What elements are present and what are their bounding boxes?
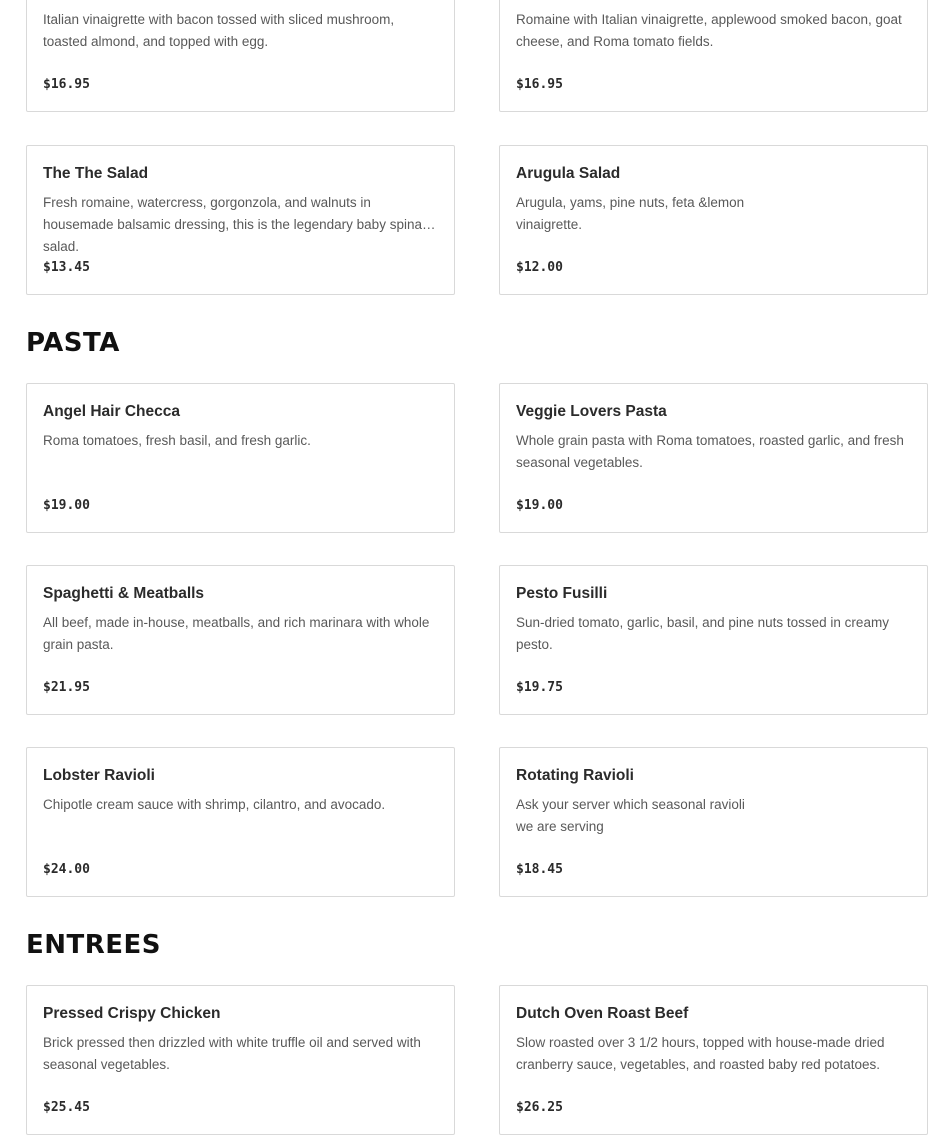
item-price: $19.75 bbox=[516, 680, 563, 695]
item-description: Sun-dried tomato, garlic, basil, and pine nuts tossed in creamy pesto. bbox=[516, 615, 889, 652]
item-description: Arugula, yams, pine nuts, feta &lemon vinaigrette. bbox=[516, 195, 745, 232]
item-name: Lobster Ravioli bbox=[43, 767, 155, 784]
item-name: Veggie Lovers Pasta bbox=[516, 403, 667, 420]
item-name: Rotating Ravioli bbox=[516, 767, 634, 784]
menu-item-card[interactable] bbox=[26, 985, 455, 1135]
menu-item-card[interactable] bbox=[26, 747, 455, 897]
item-description: Whole grain pasta with Roma tomatoes, roasted garlic, and fresh seasonal vegetables. bbox=[516, 433, 904, 470]
item-description: Fresh romaine, watercress, gorgonzola, and walnuts in housemade balsamic dressing, this is the legendary baby spinach salad. bbox=[43, 195, 437, 254]
item-name: The The Salad bbox=[43, 165, 149, 182]
menu-item-card[interactable] bbox=[499, 985, 928, 1135]
menu-item-card[interactable] bbox=[26, 565, 455, 715]
item-price: $24.00 bbox=[43, 862, 90, 877]
item-name: Dutch Oven Roast Beef bbox=[516, 1005, 689, 1022]
item-price: $18.45 bbox=[516, 862, 563, 877]
item-price: $25.45 bbox=[43, 1100, 90, 1115]
menu-item-card[interactable] bbox=[499, 383, 928, 533]
item-description: Chipotle cream sauce with shrimp, cilantro, and avocado. bbox=[43, 797, 386, 812]
item-description: Brick pressed then drizzled with white truffle oil and served with seasonal vegetables. bbox=[43, 1035, 421, 1072]
item-price: $21.95 bbox=[43, 680, 90, 695]
menu-item-card[interactable] bbox=[26, 0, 455, 112]
menu-item-card[interactable] bbox=[499, 565, 928, 715]
item-name: Pressed Crispy Chicken bbox=[43, 1005, 221, 1022]
item-description: Italian vinaigrette with bacon tossed with sliced mushroom, toasted almond, and topped with egg. bbox=[43, 12, 395, 49]
item-price: $16.95 bbox=[516, 77, 563, 92]
item-description: Ask your server which seasonal ravioli we are serving bbox=[516, 797, 745, 834]
section-title-pasta: PASTA bbox=[26, 328, 120, 358]
item-price: $19.00 bbox=[516, 498, 563, 513]
menu-item-card[interactable] bbox=[499, 0, 928, 112]
item-description: Romaine with Italian vinaigrette, applewood smoked bacon, goat cheese, and Roma tomato fields. bbox=[516, 12, 902, 49]
item-description: Slow roasted over 3 1/2 hours, topped with house-made dried cranberry sauce, vegetables, and roasted baby red potatoes. bbox=[516, 1035, 885, 1072]
item-price: $13.45 bbox=[43, 260, 90, 275]
item-name: Angel Hair Checca bbox=[43, 403, 180, 420]
section-title-entrees: ENTREES bbox=[26, 930, 162, 960]
item-name: Pesto Fusilli bbox=[516, 585, 608, 602]
menu-item-card[interactable] bbox=[499, 145, 928, 295]
item-price: $26.25 bbox=[516, 1100, 563, 1115]
item-description: Roma tomatoes, fresh basil, and fresh garlic. bbox=[43, 433, 311, 448]
item-price: $16.95 bbox=[43, 77, 90, 92]
item-description: All beef, made in-house, meatballs, and rich marinara with whole grain pasta. bbox=[43, 615, 430, 652]
item-price: $12.00 bbox=[516, 260, 563, 275]
menu-item-card[interactable] bbox=[26, 383, 455, 533]
menu-item-card[interactable] bbox=[26, 145, 455, 295]
item-name: Spaghetti & Meatballs bbox=[43, 585, 205, 602]
item-name: Arugula Salad bbox=[516, 165, 621, 182]
menu-item-card[interactable] bbox=[499, 747, 928, 897]
item-price: $19.00 bbox=[43, 498, 90, 513]
